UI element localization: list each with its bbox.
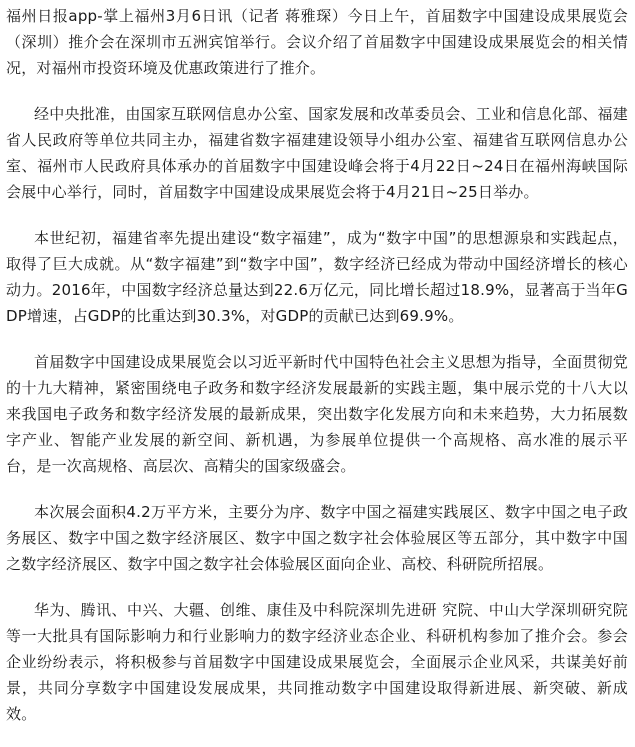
article-paragraph: 本世纪初，福建省率先提出建设“数字福建”，成为“数字中国”的思想源泉和实践起点，取得了巨大成就。从“数字福建”到“数字中国”，数字经济已经成为带动中国经济增长的核心动力。2016年，中国数字经济总量达到22.6万亿元，同比增长超过18.9%，显著高于当年GDP增速，占GDP的比重达到30.3%，对GDP的贡献已达到69.9%。 xyxy=(6,229,628,325)
news-article xyxy=(6,3,628,747)
article-paragraph: 首届数字中国建设成果展览会以习近平新时代中国特色社会主义思想为指导，全面贯彻党的十九大精神，紧密围绕电子政务和数字经济发展最新的实践主题，集中展示党的十八大以来我国电子政务和数字经济发展的最新成果，突出数字化发展方向和未来趋势，大力拓展数字产业、智能产业发展的新空间、新机遇，为参展单位提供一个高规格、高水准的展示平台，是一次高规格、高层次、高精尖的国家级盛会。 xyxy=(6,353,628,475)
article-paragraph: 本次展会面积4.2万平方米，主要分为序、数字中国之福建实践展区、数字中国之电子政务展区、数字中国之数字经济展区、数字中国之数字社会体验展区等五部分，其中数字中国之数字经济展区、数字中国之数字社会体验展区面向企业、高校、科研院所招展。 xyxy=(6,503,628,573)
article-paragraph-lead: 福州日报app-掌上福州3月6日讯（记者 蒋雅琛）今日上午，首届数字中国建设成果展览会（深圳）推介会在深圳市五洲宾馆举行。会议介绍了首届数字中国建设成果展览会的相关情况，对福州市投资环境及优惠政策进行了推介。 xyxy=(6,7,628,77)
article-paragraph: 经中央批准，由国家互联网信息办公室、国家发展和改革委员会、工业和信息化部、福建省人民政府等单位共同主办，福建省数字福建建设领导小组办公室、福建省互联网信息办公室、福州市人民政府具体承办的首届数字中国建设峰会将于4月22日~24日在福州海峡国际会展中心举行，同时，首届数字中国建设成果展览会将于4月21日~25日举办。 xyxy=(6,105,628,201)
article-paragraph: 华为、腾讯、中兴、大疆、创维、康佳及中科院深圳先进研 究院、中山大学深圳研究院等一大批具有国际影响力和行业影响力的数字经济业态企业、科研机构参加了推介会。参会企业纷纷表示，将积极参与首届数字中国建设成果展览会，全面展示企业风采，共谋美好前景，共同分享数字中国建设发展成果，共同推动数字中国建设取得新进展、新突破、新成效。 xyxy=(6,601,628,723)
